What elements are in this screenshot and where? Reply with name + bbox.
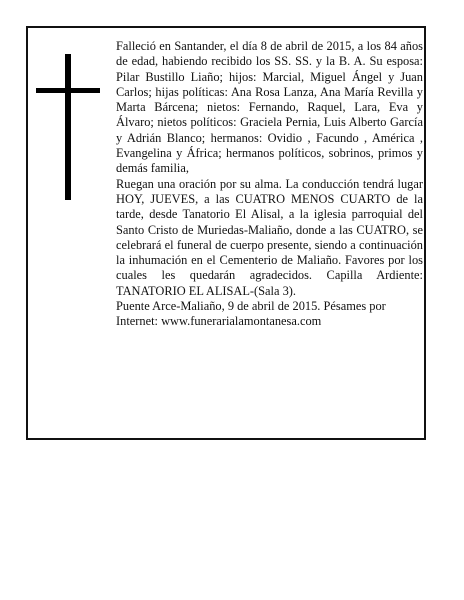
cross-vertical-bar	[65, 54, 71, 200]
place-date-condolences-paragraph: Puente Arce-Maliaño, 9 de abril de 2015. Pésames por Internet: www.funerarialamontanesa.com	[116, 299, 386, 329]
funeral-details-paragraph: Ruegan una oración por su alma. La conducción tendrá lugar HOY, JUEVES, a las CUATRO MENOS CUARTO de la tarde, desde Tanatorio El Alisal, a la iglesia parroquial del Santo Cristo de Muriedas-Maliaño, donde a las CUATRO, se celebrará el funeral de cuerpo presente, siendo a continuación la inhumación en el Cementerio de Maliaño. Favores por los cuales les quedarán agradecidos. Capilla Ardiente: TANATORIO EL ALISAL-(Sala 3).	[116, 176, 423, 298]
cross-horizontal-bar	[36, 88, 100, 93]
obituary-text	[116, 39, 423, 330]
death-announcement-paragraph: Falleció en Santander, el día 8 de abril de 2015, a los 84 años de edad, habiendo recibido los SS. SS. y la B. A. Su esposa: Pilar Bustillo Liaño; hijos: Marcial, Miguel Ángel y Juan Carlos; hijas políticas: Ana Rosa Lanza, Ana María Revilla y Marta Bárcena; nietos: Fernando, Raquel, Lara, Eva y Álvaro; nietos políticos: Graciela Pernia, Luis Alberto García y Adrián Blanco; hermanos: Ovidio , Facundo , América , Evangelina y África; hermanos políticos, sobrinos, primos y demás familia,	[116, 39, 423, 176]
latin-cross-icon	[36, 54, 100, 200]
